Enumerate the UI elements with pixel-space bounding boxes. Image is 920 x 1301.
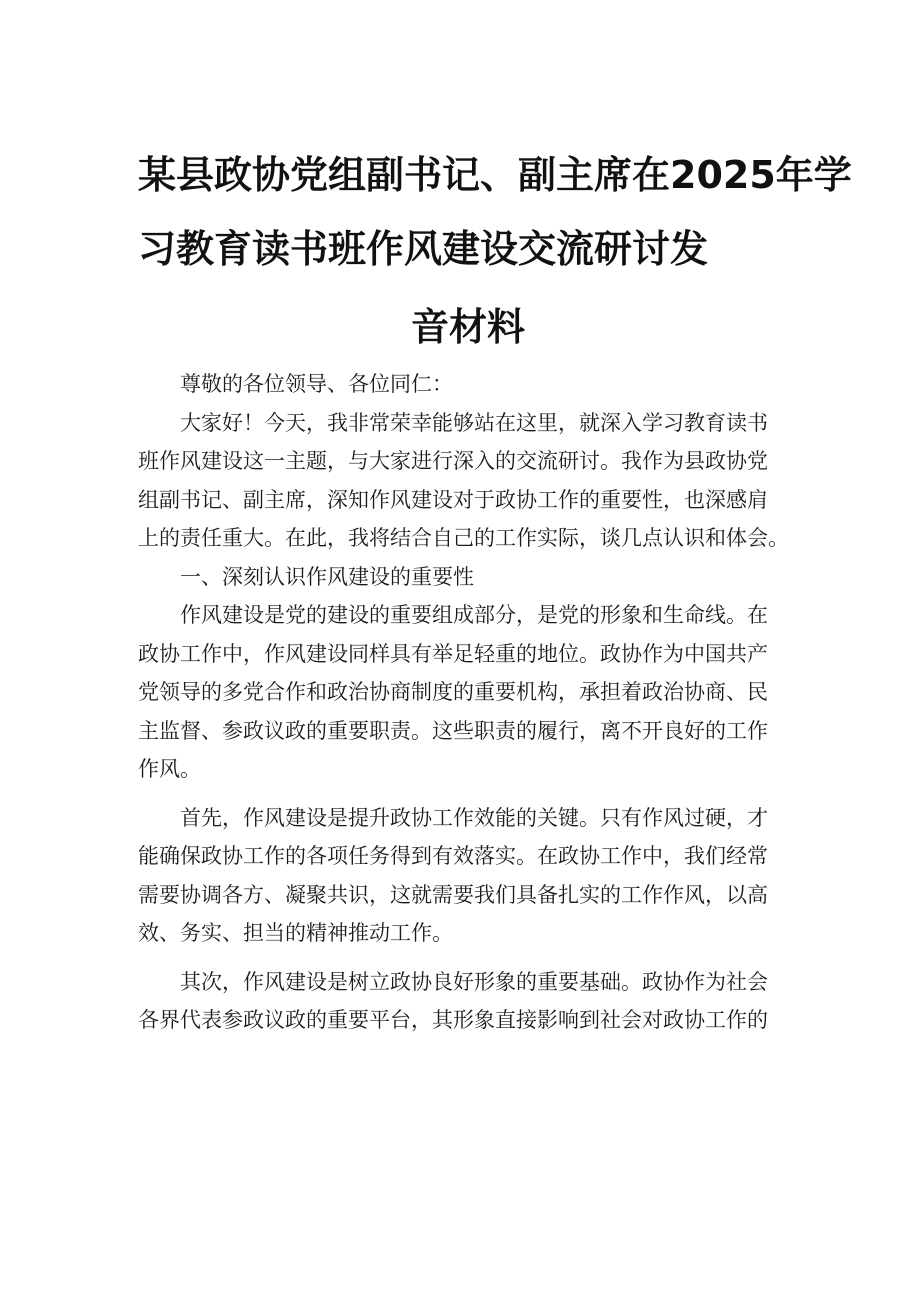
paragraph-line: 效、务实、担当的精神推动工作。 — [138, 921, 453, 945]
section-heading: 一、深刻认识作风建设的重要性 — [180, 564, 474, 589]
paragraph-second-point — [138, 963, 798, 1040]
paragraph-line: 组副书记、副主席，深知作风建设对于政协工作的重要性，也深感肩 — [138, 487, 768, 512]
title-line-1: 某县政协党组副书记、副主席在2025年学 — [138, 153, 852, 197]
paragraph-line: 作风建设是党的建设的重要组成部分，是党的形象和生命线。在 — [180, 603, 768, 627]
paragraph-line: 首先，作风建设是提升政协工作效能的关键。只有作风过硬，才 — [180, 805, 768, 830]
paragraph-importance — [138, 596, 798, 789]
paragraph-intro — [138, 404, 798, 558]
paragraph-line: 政协工作中，作风建设同样具有举足轻重的地位。政协作为中国共产 — [138, 641, 768, 666]
paragraph-line: 作风。 — [138, 757, 201, 781]
greeting: 尊敬的各位领导、各位同仁： — [180, 372, 453, 396]
paragraph-line: 其次，作风建设是树立政协良好形象的重要基础。政协作为社会 — [180, 969, 768, 994]
paragraph-line: 上的责任重大。在此，我将结合自己的工作实际，谈几点认识和体会。 — [138, 526, 789, 550]
paragraph-first-point — [138, 799, 798, 953]
document-title — [138, 138, 852, 364]
paragraph-line: 各界代表参政议政的重要平台，其形象直接影响到社会对政协工作的 — [138, 1008, 768, 1032]
paragraph-line: 主监督、参政议政的重要职责。这些职责的履行，离不开良好的工作 — [138, 718, 768, 743]
title-line-2: 习教育读书班作风建设交流研讨发 — [138, 227, 709, 271]
document-body — [138, 365, 798, 1040]
paragraph-line: 需要协调各方、凝聚共识，这就需要我们具备扎实的工作作风，以高 — [138, 882, 768, 907]
paragraph-line: 党领导的多党合作和政治协商制度的重要机构，承担着政治协商、民 — [138, 680, 768, 704]
title-line-3: 音材料 — [410, 305, 525, 349]
section-heading-1 — [138, 558, 798, 597]
paragraph-line: 大家好！今天，我非常荣幸能够站在这里，就深入学习教育读书 — [180, 410, 768, 435]
paragraph-line: 能确保政协工作的各项任务得到有效落实。在政协工作中，我们经常 — [138, 844, 768, 868]
paragraph-line: 班作风建设这一主题，与大家进行深入的交流研讨。我作为县政协党 — [138, 449, 768, 473]
